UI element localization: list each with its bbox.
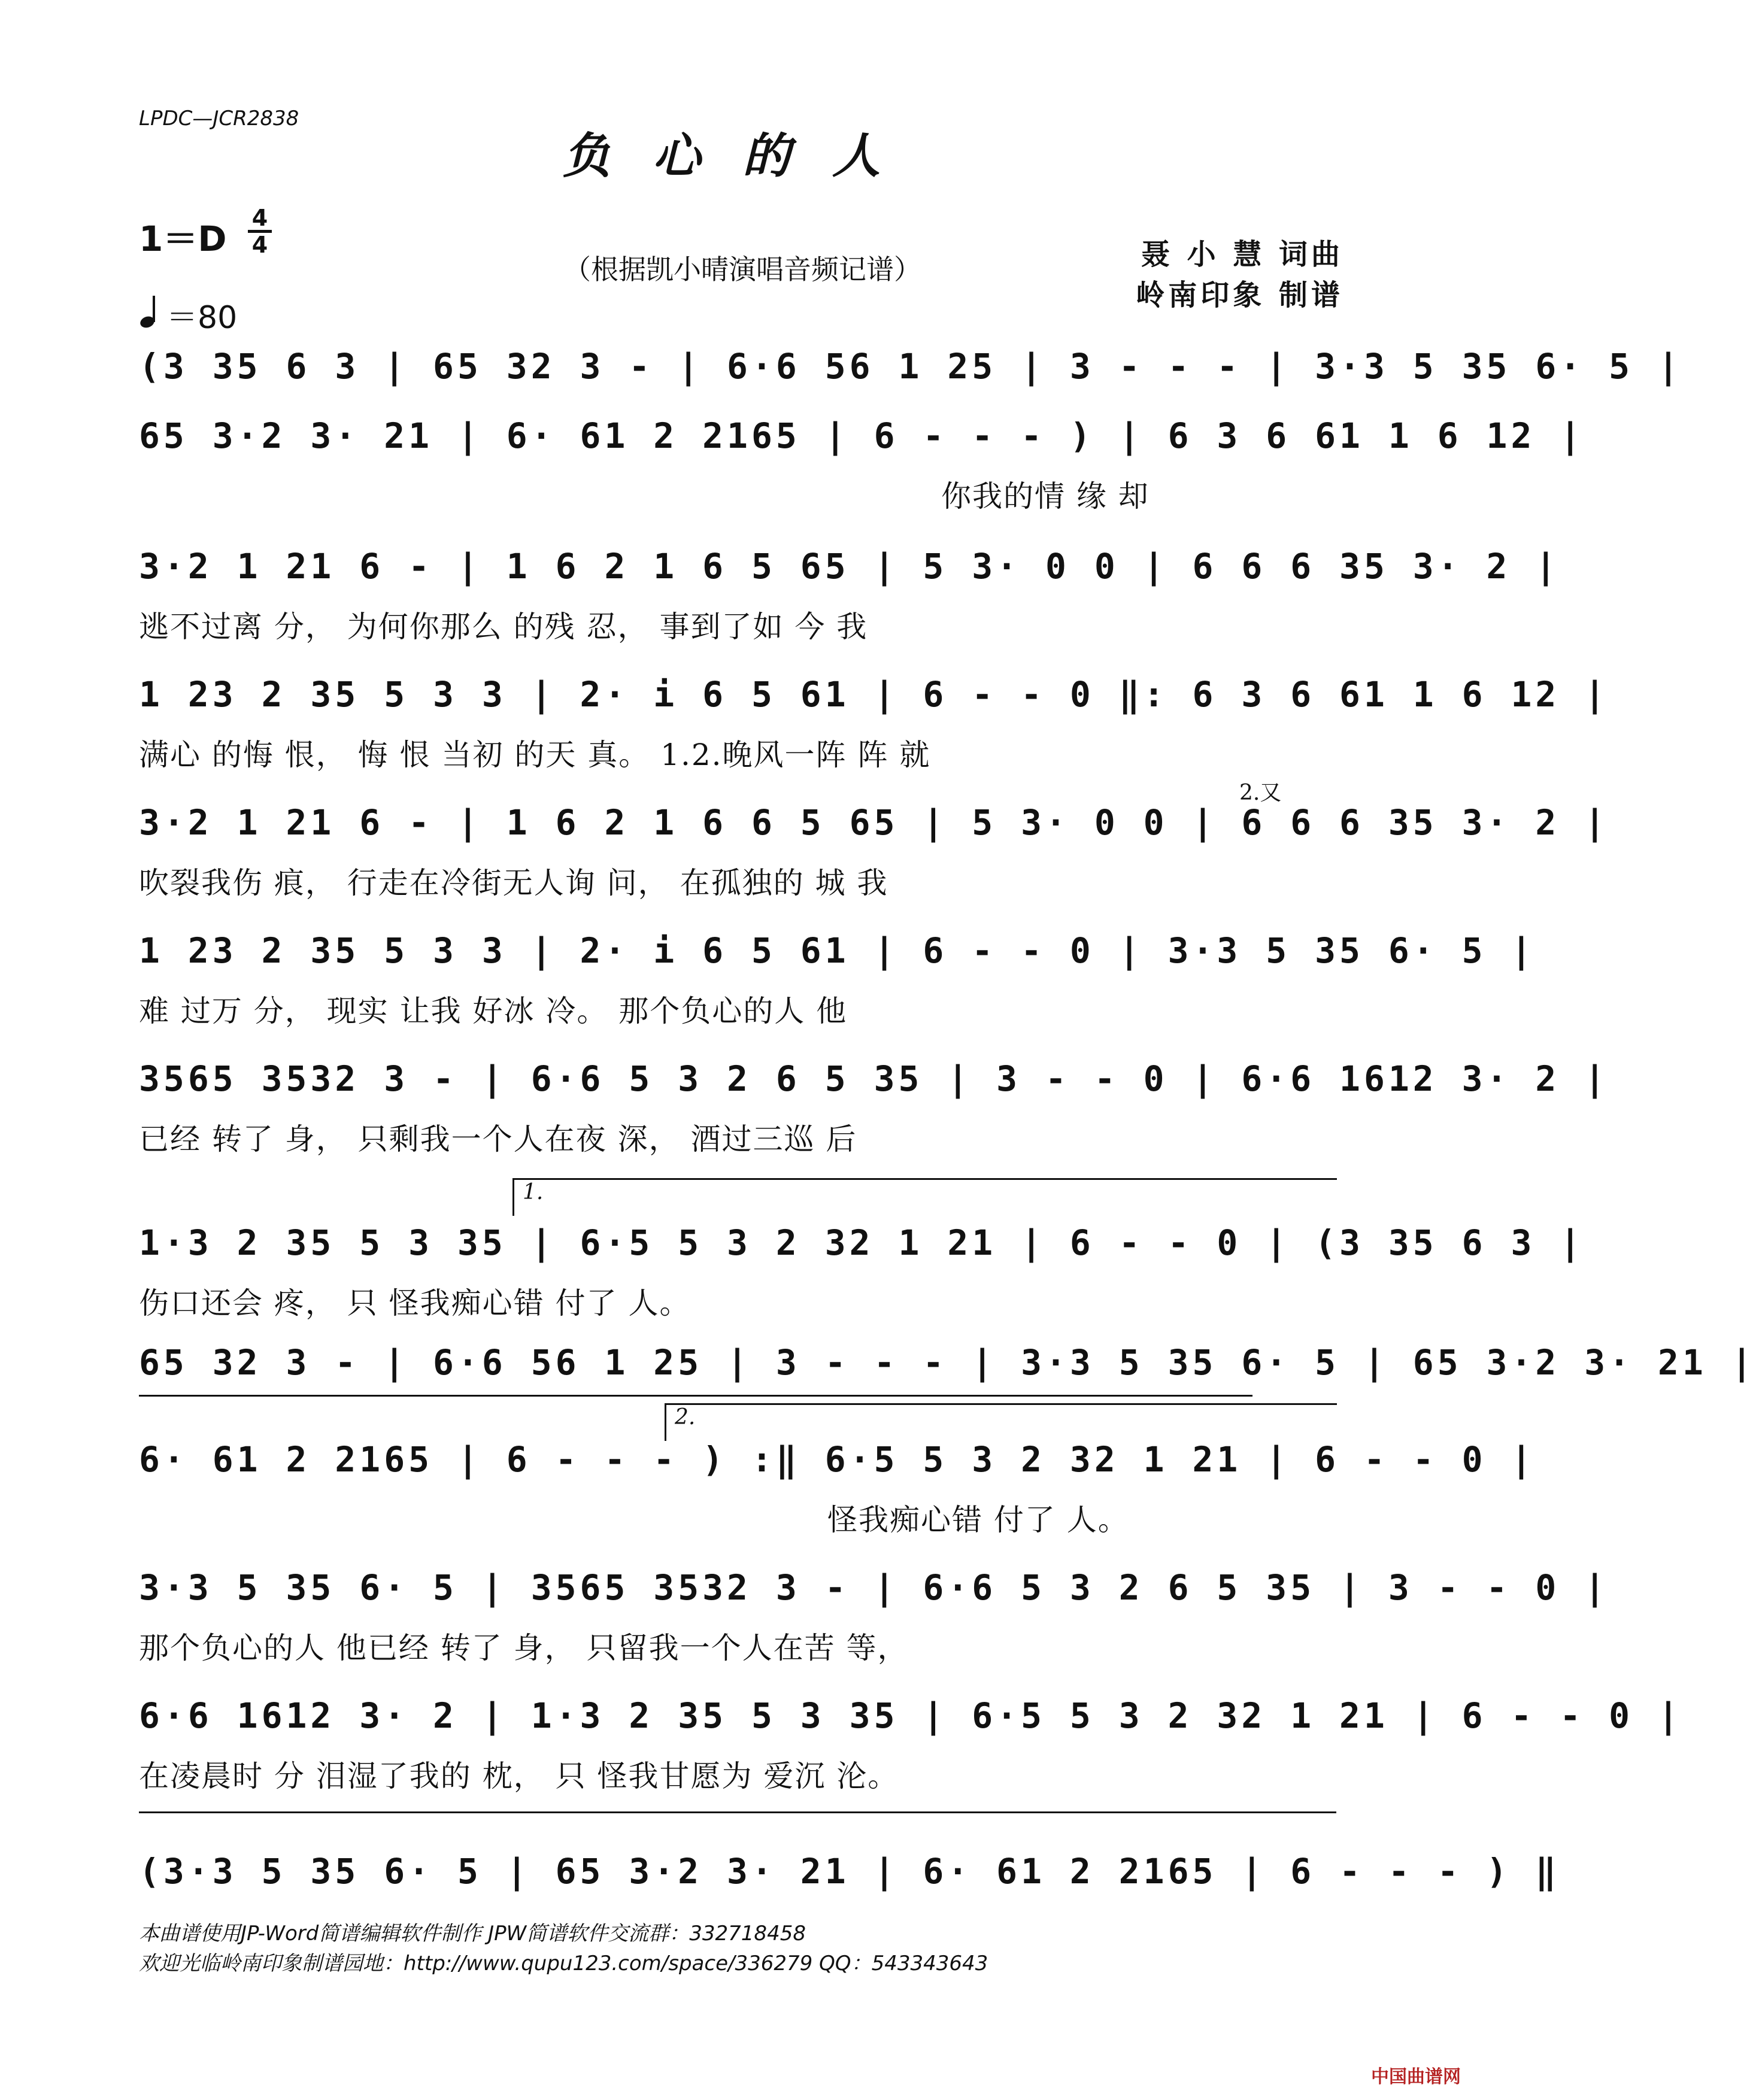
notation-row: 1 23 2 35 5 3 3 | 2· i 6 5 61 | 6 - - 0 ‖: 6 3 6 61 1 6 12 |	[139, 674, 1609, 715]
subtitle: （根据凯小晴演唱音频记谱）	[563, 253, 921, 286]
score-line-5	[139, 799, 1609, 904]
credit-composer: 聂 小 慧 词曲	[1141, 238, 1343, 271]
lyrics-row: 难 过万 分， 现实 让我 好冰 冷。 那个负心的人 他	[139, 994, 848, 1028]
lyrics-row: 吹裂我伤 痕， 行走在冷街无人询 问， 在孤独的 城 我	[139, 866, 888, 900]
notation-row: 3565 3532 3 - | 6·6 5 3 2 6 5 35 | 3 - - 0 | 6·6 1612 3· 2 |	[139, 1058, 1609, 1099]
score-line-13	[139, 1847, 1560, 1895]
score-line-11	[139, 1564, 1609, 1669]
footer-line-2: 欢迎光临岭南印象制谱园地：http://www.qupu123.com/space/336279 QQ：543343643	[139, 1952, 988, 1975]
notation-row: 6·6 1612 3· 2 | 1·3 2 35 5 3 35 | 6·5 5 3 2 32 1 21 | 6 - - 0 |	[139, 1695, 1682, 1736]
score-line-2	[139, 412, 1585, 517]
footer-line-1: 本曲谱使用JP-Word简谱编辑软件制作 JPW简谱软件交流群：332718458	[139, 1922, 806, 1946]
score-line-9	[139, 1339, 1756, 1386]
watermark-logo: 中国曲谱网	[1371, 2066, 1461, 2087]
volta-2-label: 2.	[675, 1405, 696, 1430]
score-line-7	[139, 1055, 1609, 1160]
notation-row: 3·3 5 35 6· 5 | 3565 3532 3 - | 6·6 5 3 2 6 5 35 | 3 - - 0 |	[139, 1567, 1609, 1608]
notation-row: 1 23 2 35 5 3 3 | 2· i 6 5 61 | 6 - - 0 | 3·3 5 35 6· 5 |	[139, 930, 1536, 971]
coda-bracket	[139, 1811, 1336, 1813]
notation-row: 3·2 1 21 6 - | 1 6 2 1 6 6 5 65 | 5 3· 0 0 | 6 6 6 35 3· 2 |	[139, 802, 1609, 843]
time-signature-bottom: 4	[251, 232, 268, 258]
credit-arranger: 岭南印象 制谱	[1136, 278, 1343, 312]
notation-row: 3·2 1 21 6 - | 1 6 2 1 6 5 65 | 5 3· 0 0 | 6 6 6 35 3· 2 |	[139, 546, 1560, 587]
score-line-8	[139, 1219, 1585, 1324]
score-line-1	[139, 342, 1682, 390]
score-code: LPDC—JCR2838	[139, 107, 299, 131]
tempo-mark	[139, 292, 237, 337]
notation-row: 65 32 3 - | 6·6 56 1 25 | 3 - - - | 3·3 5 35 6· 5 | 65 3·2 3· 21 |	[139, 1342, 1756, 1383]
notation-row: (3 35 6 3 | 65 32 3 - | 6·6 56 1 25 | 3 - - - | 3·3 5 35 6· 5 |	[139, 346, 1682, 387]
score-line-4	[139, 670, 1609, 776]
volta-1-label: 1.	[523, 1180, 544, 1204]
score-line-10	[139, 1436, 1536, 1541]
notation-row: (3·3 5 35 6· 5 | 65 3·2 3· 21 | 6· 61 2 2165 | 6 - - - ) ‖	[139, 1851, 1560, 1892]
lyrics-row: 你我的情 缘 却	[941, 479, 1150, 514]
page-title: 负心的人	[563, 128, 922, 184]
key-signature: 1＝D	[139, 219, 227, 259]
score-line-3	[139, 542, 1560, 648]
time-signature-top: 4	[251, 205, 268, 231]
lyrics-row: 逃不过离 分， 为何你那么 的残 忍， 事到了如 今 我	[139, 609, 868, 644]
notation-row: 6· 61 2 2165 | 6 - - - ) :‖ 6·5 5 3 2 32 1 21 | 6 - - 0 |	[139, 1439, 1536, 1480]
lyrics-row: 怪我痴心错 付了 人。	[827, 1503, 1129, 1537]
volta-note: 2.又	[1239, 781, 1282, 805]
score-line-12	[139, 1692, 1682, 1797]
notation-row: 65 3·2 3· 21 | 6· 61 2 2165 | 6 - - - ) | 6 3 6 61 1 6 12 |	[139, 415, 1585, 456]
lyrics-row: 伤口还会 疼， 只 怪我痴心错 付了 人。	[139, 1286, 691, 1321]
lyrics-row: 在凌晨时 分 泪湿了我的 枕， 只 怪我甘愿为 爱沉 沦。	[139, 1759, 899, 1794]
lyrics-row: 已经 转了 身， 只剩我一个人在夜 深， 酒过三巡 后	[139, 1122, 857, 1157]
quarter-note-icon	[139, 295, 166, 336]
lyrics-row: 满心 的悔 恨， 悔 恨 当初 的天 真。 1.2.晚风一阵 阵 就	[139, 738, 931, 772]
notation-row: 1·3 2 35 5 3 35 | 6·5 5 3 2 32 1 21 | 6 - - 0 | (3 35 6 3 |	[139, 1222, 1585, 1263]
score-line-6	[139, 927, 1536, 1032]
tempo-value: ＝80	[166, 300, 238, 336]
lyrics-row: 那个负心的人 他已经 转了 身， 只留我一个人在苦 等，	[139, 1631, 909, 1665]
volta-1-extension	[139, 1395, 1252, 1397]
volta-bracket-1	[512, 1178, 1337, 1216]
